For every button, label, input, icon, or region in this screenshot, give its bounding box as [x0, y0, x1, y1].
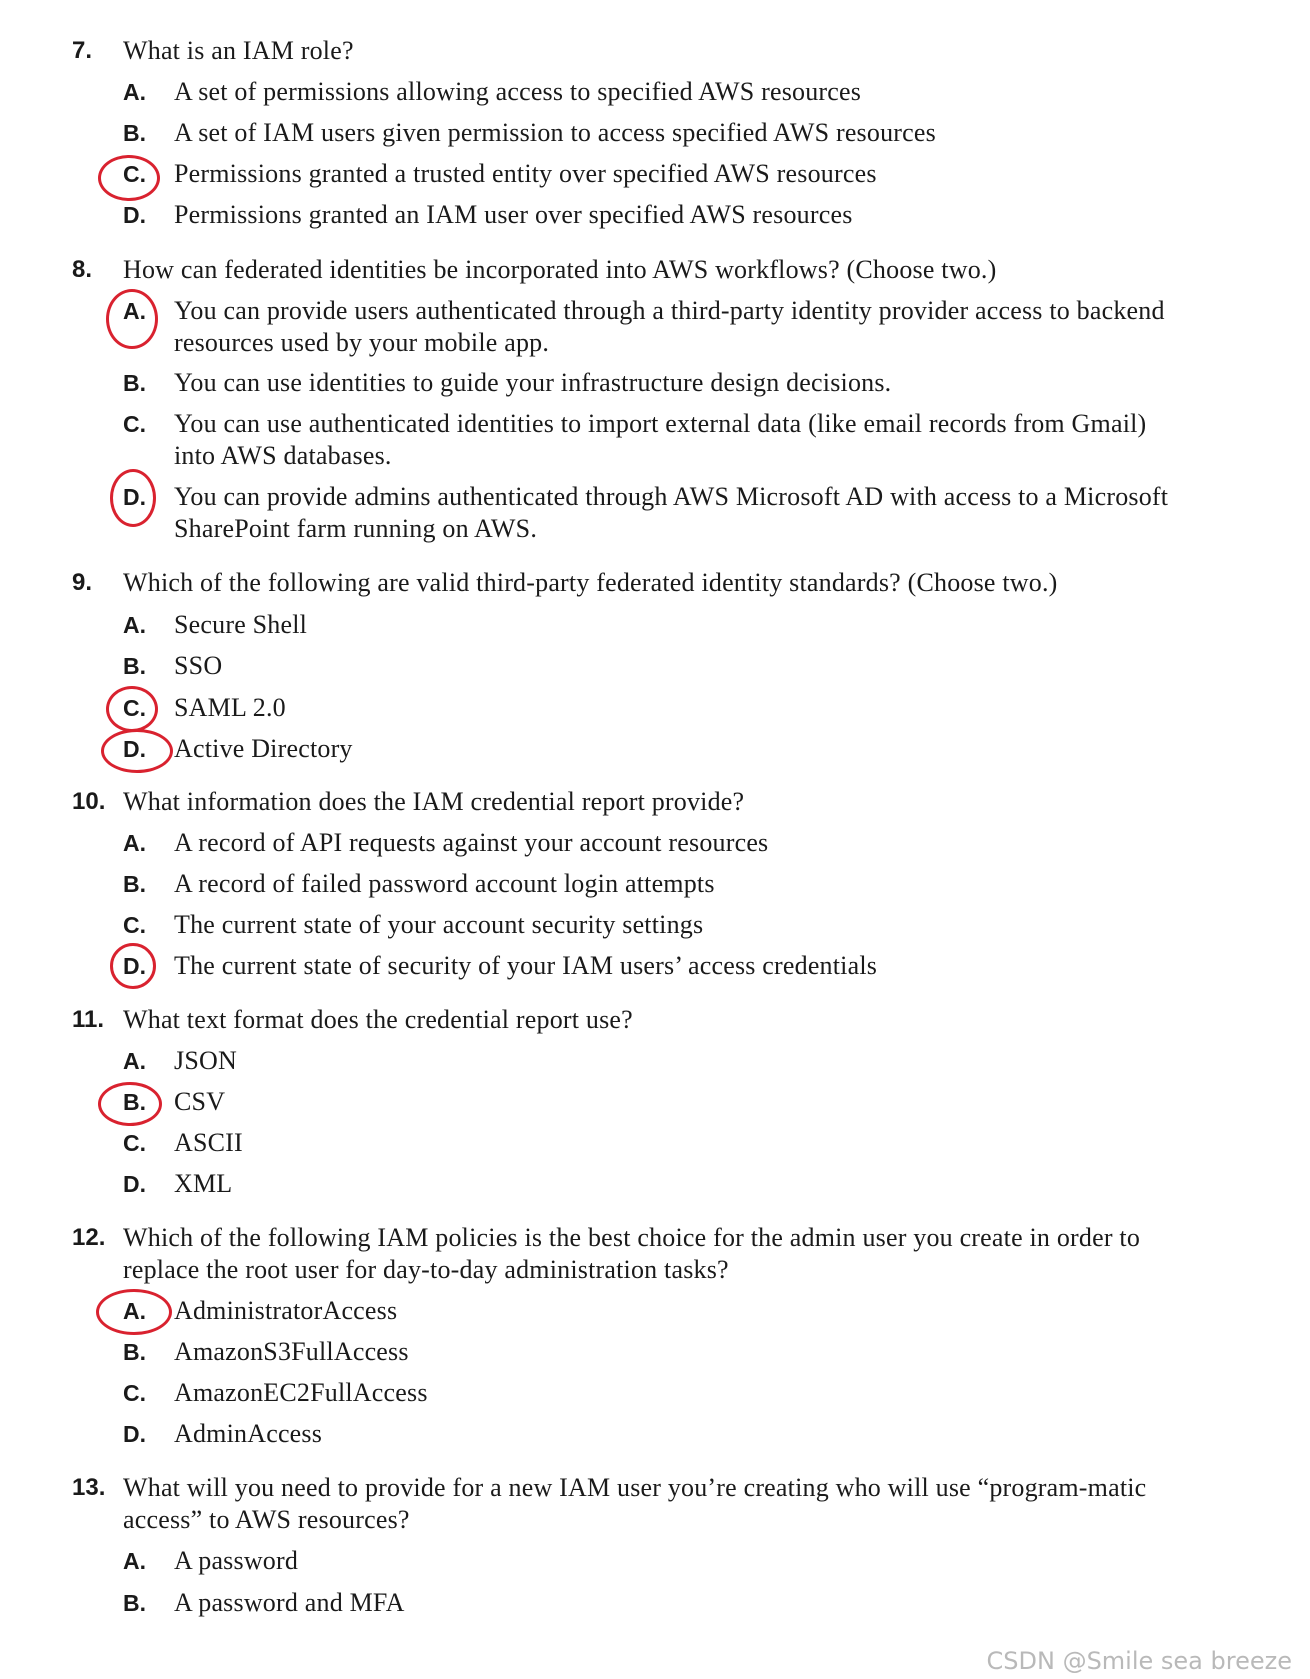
option-letter: A. — [123, 1548, 146, 1574]
option-text: A record of failed password account login attempts — [174, 869, 715, 898]
question-number: 7. — [72, 37, 93, 64]
option-text: SSO — [174, 651, 223, 680]
option-letter: B. — [123, 370, 146, 396]
option-text: ASCII — [174, 1128, 243, 1157]
option-letter: D. — [123, 1421, 146, 1447]
option-letter: A. — [123, 830, 146, 856]
option-letter: C. — [123, 411, 146, 437]
option-text: XML — [174, 1169, 233, 1198]
question-number: 13. — [72, 1474, 106, 1501]
option-letter: B. — [123, 653, 146, 679]
question-number: 12. — [72, 1224, 106, 1251]
watermark-text: CSDN @Smile sea breeze — [986, 1647, 1292, 1675]
option-letter: C. — [123, 912, 146, 938]
option-text: A set of IAM users given permission to access specified AWS resources — [174, 118, 936, 147]
option-letter: A. — [123, 612, 146, 638]
option-letter: D. — [123, 953, 146, 979]
option-letter: A. — [123, 1298, 146, 1324]
option-text: A record of API requests against your account resources — [174, 828, 769, 857]
question-text: What information does the IAM credential report provide? — [123, 787, 745, 816]
option-letter: C. — [123, 1380, 146, 1406]
option-text: SAML 2.0 — [174, 693, 286, 722]
option-text: You can provide users authenticated through a third-party identity provider access to backend resources used by your mobile app. — [174, 296, 1165, 357]
option-text: You can use authenticated identities to import external data (like email records from Gmail) into AWS databases. — [174, 409, 1147, 470]
option-text: AmazonEC2FullAccess — [174, 1378, 428, 1407]
option-letter: D. — [123, 484, 146, 510]
option-letter: A. — [123, 1048, 146, 1074]
option-letter: C. — [123, 695, 146, 721]
option-text: JSON — [174, 1046, 237, 1075]
option-letter: D. — [123, 202, 146, 228]
option-text: The current state of your account security settings — [174, 910, 704, 939]
option-text: Permissions granted a trusted entity over specified AWS resources — [174, 159, 877, 188]
option-text: CSV — [174, 1087, 226, 1116]
option-text: AdminAccess — [174, 1419, 323, 1448]
option-text: A password — [174, 1546, 299, 1575]
option-text: A set of permissions allowing access to specified AWS resources — [174, 77, 862, 106]
option-letter: A. — [123, 298, 146, 324]
option-letter: B. — [123, 871, 146, 897]
question-number: 9. — [72, 569, 93, 596]
option-letter: B. — [123, 1089, 146, 1115]
question-text: Which of the following are valid third-party federated identity standards? (Choose two.) — [123, 568, 1058, 597]
question-number: 11. — [72, 1006, 105, 1033]
option-letter: D. — [123, 1171, 146, 1197]
option-text: A password and MFA — [174, 1588, 405, 1617]
option-letter: B. — [123, 1590, 146, 1616]
option-letter: D. — [123, 736, 146, 762]
option-text: AmazonS3FullAccess — [174, 1337, 409, 1366]
option-text: You can provide admins authenticated through AWS Microsoft AD with access to a Microsoft SharePoint farm running on AWS. — [174, 482, 1169, 543]
option-text: The current state of security of your IAM users’ access credentials — [174, 951, 878, 980]
question-text: What text format does the credential report use? — [123, 1005, 633, 1034]
option-text: Secure Shell — [174, 610, 308, 639]
option-letter: B. — [123, 1339, 146, 1365]
question-text: What is an IAM role? — [123, 36, 354, 65]
question-number: 10. — [72, 788, 106, 815]
option-letter: C. — [123, 1130, 146, 1156]
question-text: How can federated identities be incorporated into AWS workflows? (Choose two.) — [123, 255, 997, 284]
option-letter: C. — [123, 161, 146, 187]
question-number: 8. — [72, 256, 93, 283]
option-letter: B. — [123, 120, 146, 146]
option-letter: A. — [123, 79, 146, 105]
question-text: Which of the following IAM policies is the best choice for the admin user you create in order to replace the root user for day-to-day administration tasks? — [123, 1223, 1141, 1284]
option-text: You can use identities to guide your infrastructure design decisions. — [174, 368, 892, 397]
option-text: Permissions granted an IAM user over specified AWS resources — [174, 200, 853, 229]
question-text: What will you need to provide for a new IAM user you’re creating who will use “program-matic access” to AWS resources? — [123, 1473, 1147, 1534]
option-text: AdministratorAccess — [174, 1296, 398, 1325]
option-text: Active Directory — [174, 734, 353, 763]
